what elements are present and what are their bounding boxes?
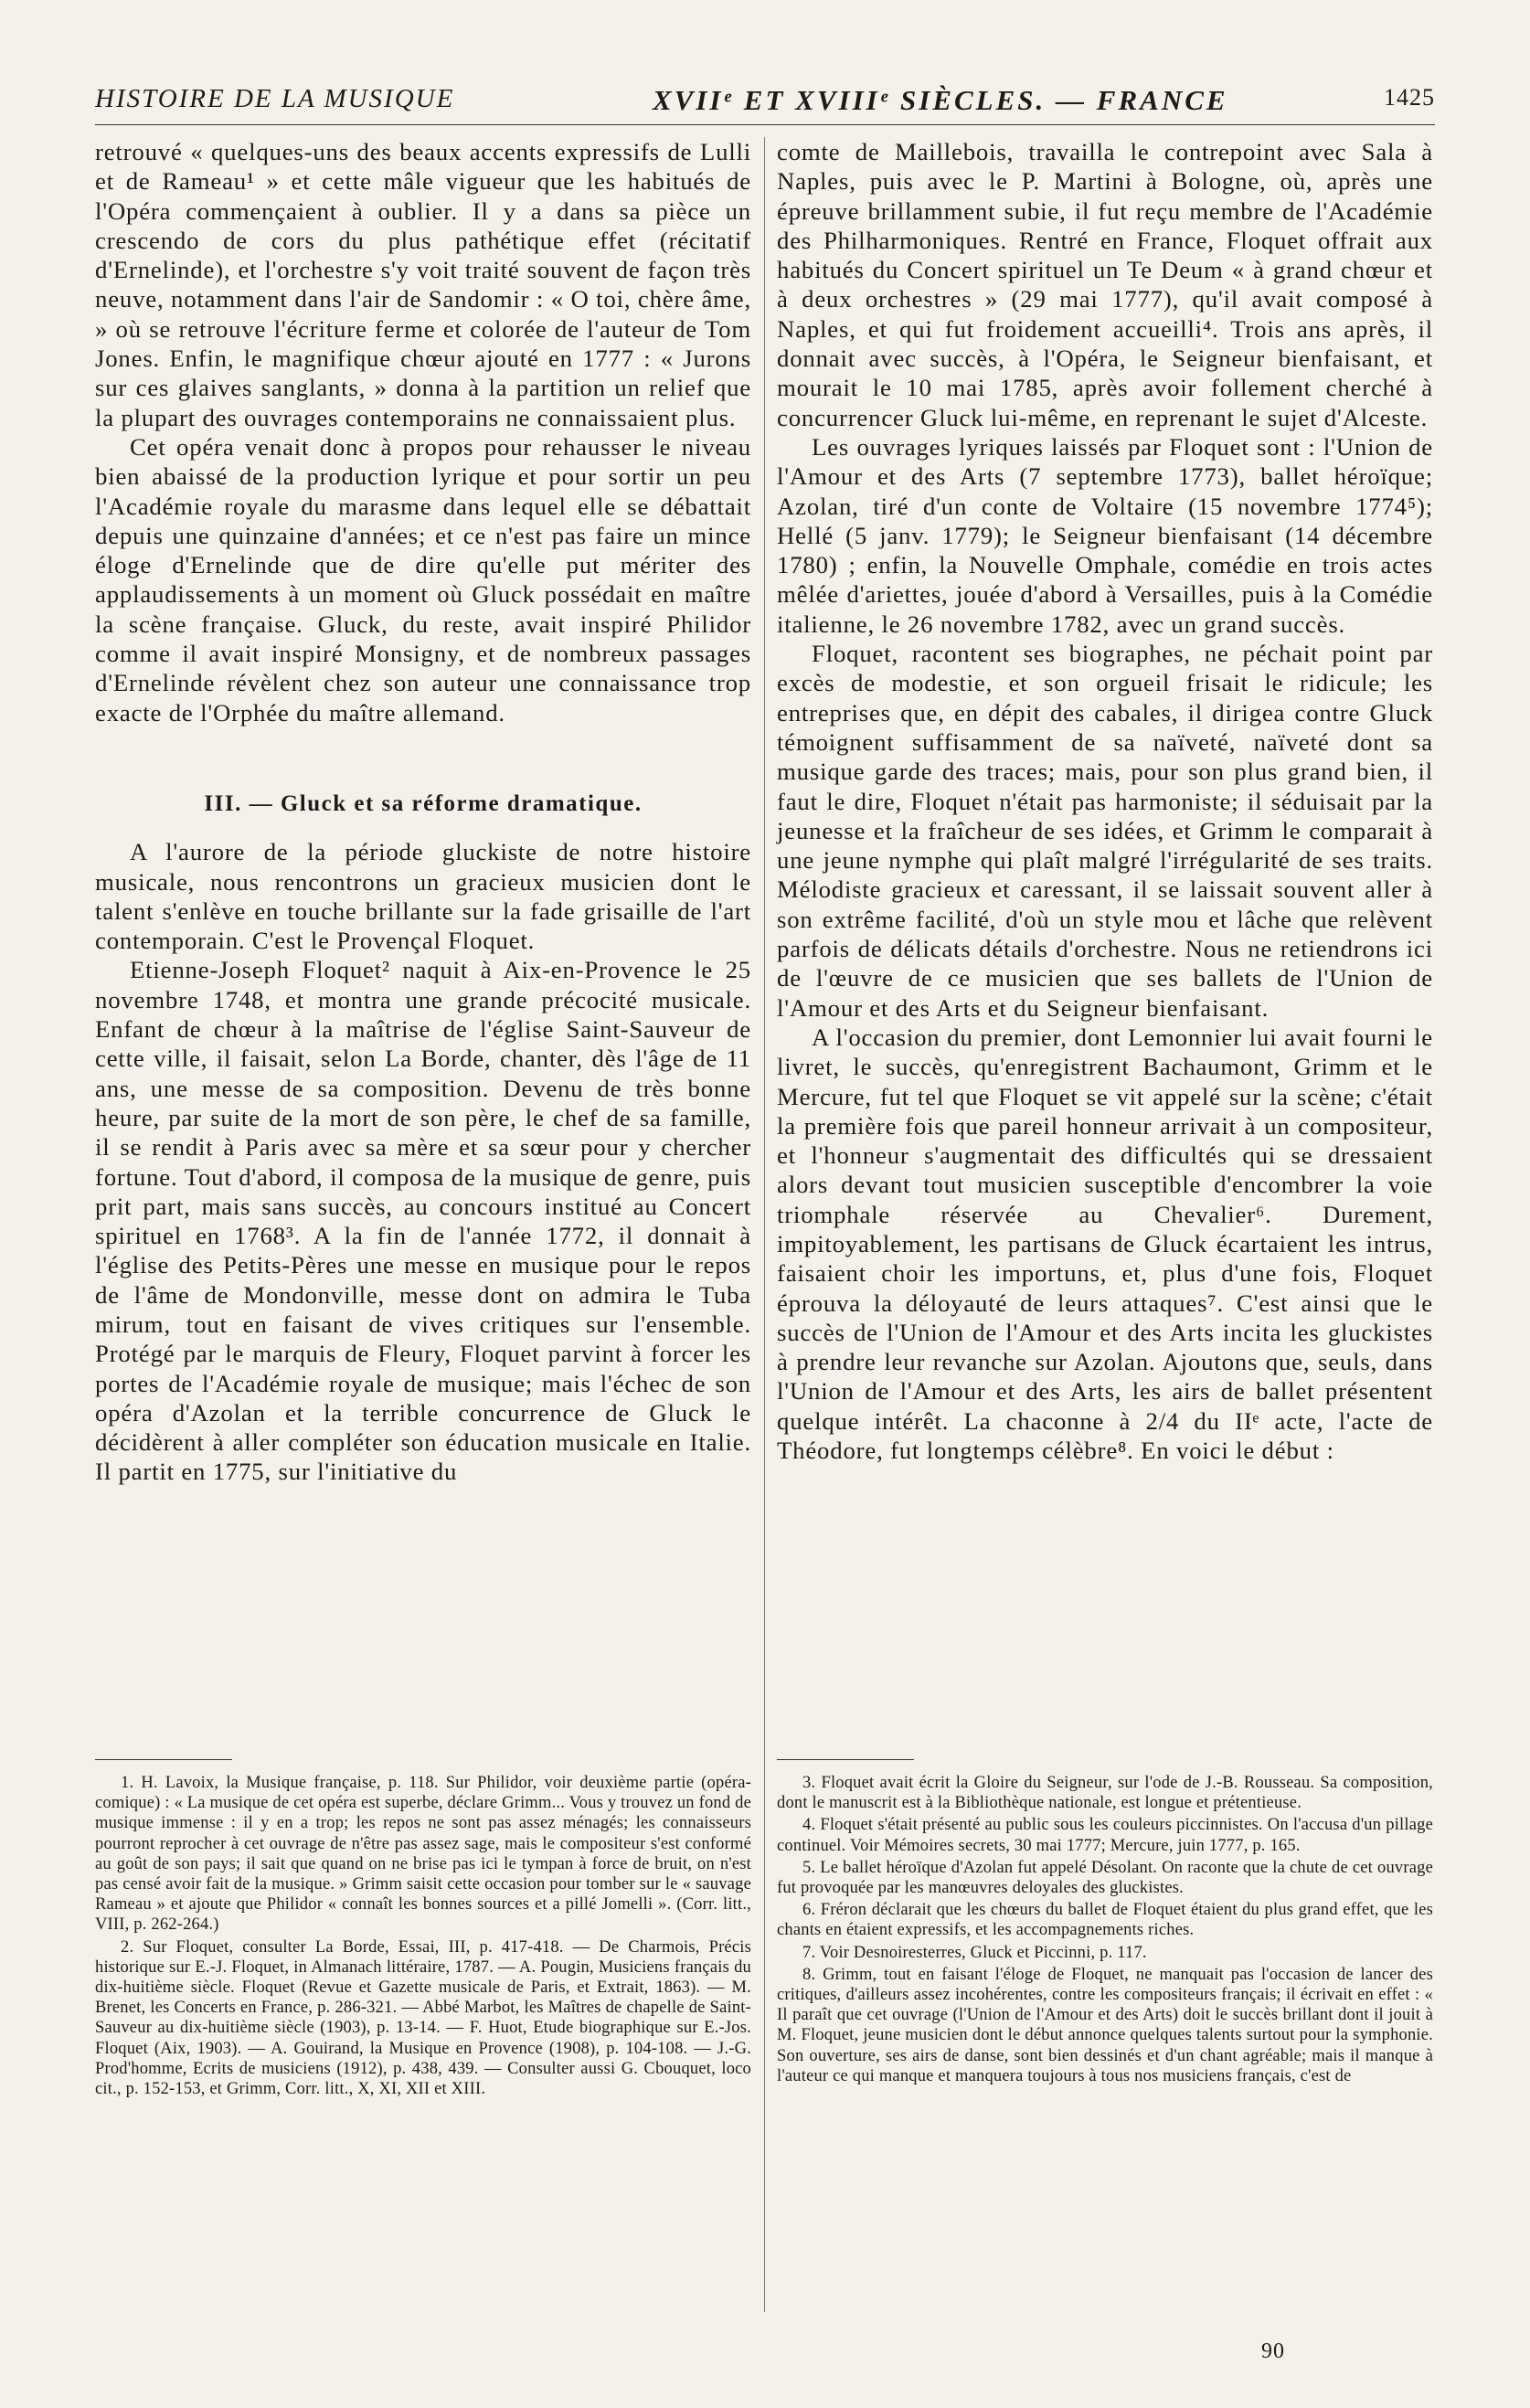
column-divider [764,137,765,2312]
footnote: 7. Voir Desnoiresterres, Gluck et Piccinni, p. 117. [802,1943,1147,1962]
footnote: 2. Sur Floquet, consulter La Borde, Essai, III, p. 417-418. — De Charmois, Précis historique sur E.-J. Floquet, in Almanach littéraire, 1787. — A. Pougin, Musiciens français du dix-huitième siècle. Floquet (Revue et Gazette musicale de Paris, et Extrait, 1863). — M. Brenet, les Concerts en France, p. 286-321. — Abbé Marbot, les Maîtres de chapelle de Saint-Sauveur au dix-huitième siècle (1903), p. 13-14. — F. Huot, Etude biographique sur E.-Jos. Floquet (Aix, 1903). — A. Gouirand, la Musique en Provence (1908), p. 104-108. — J.-G. Prod'homme, Ecrits de musiciens (1912), p. 438, 439. — Consulter aussi G. Cbouquet, loco cit., p. 152-153, et Grimm, Corr. litt., X, XI, XII et XIII. [95,1937,751,2099]
paragraph: Etienne-Joseph Floquet² naquit à Aix-en-Provence le 25 novembre 1748, et montra une grande précocité musicale. Enfant de chœur à la maîtrise de l'église Saint-Sauveur de cette ville, il faisait, selon La Borde, chanter, dès l'âge de 11 ans, une messe de sa composition. Devenu de très bonne heure, par suite de la mort de son père, le chef de sa famille, il se rendit à Paris avec sa mère et sa sœur pour y chercher fortune. Tout d'abord, il composa de la musique de genre, puis prit part, mais sans succès, au concours institué au Concert spirituel en 1768³. A la fin de l'année 1772, il donnait à l'église des Petits-Pères une messe en musique pour le repos de l'âme de Mondonville, messe dont on admira le Tuba mirum, tout en faisant de vives critiques sur l'ensemble. Protégé par le marquis de Fleury, Floquet parvint à forcer les portes de l'Académie royale de musique; mais l'échec de son opéra d'Azolan et la terrible concurrence de Gluck le décidèrent à aller compléter son éducation musicale en Italie. Il partit en 1775, sur l'initiative du [95,956,751,1486]
header-title: HISTOIRE DE LA MUSIQUE [95,84,455,113]
footnote: 1. H. Lavoix, la Musique française, p. 118. Sur Philidor, voir deuxième partie (opéra-comique) : « La musique de cet opéra est superbe, déclare Grimm... Vous y trouvez un fond de musique immense : il y en a trop; les repos ne sont pas assez ménagés; les connaisseurs pourront reprocher à cet ouvrage de n'être pas assez sage, mais le compositeur s'est conformé au goût de son pays; il sait que quand on ne brise pas ici le tympan à force de bruit, on n'est pas censé avoir fait de la musique. » Grimm saisit cette occasion pour tomber sur le « sauvage Rameau » et ajoute que Philidor « connaît les bonnes sources et a pillé Jomelli ». (Corr. litt., VIII, p. 262-264.) [95,1774,751,1935]
footnote: 4. Floquet s'était présenté au public sous les couleurs piccinnistes. On l'accusa d'un pillage continuel. Voir Mémoires secrets, 30 mai 1777; Mercure, juin 1777, p. 165. [777,1816,1433,1855]
footnote-rule [777,1759,914,1760]
footnotes-left [95,1773,751,2101]
header-section: XVIIᵉ ET XVIIIᵉ SIÈCLES. — FRANCE [653,84,1228,116]
right-column [777,137,1433,1465]
paragraph: A l'occasion du premier, dont Lemonnier lui avait fourni le livret, le succès, qu'enregistrent Bachaumont, Grimm et le Mercure, fut tel que Floquet se vit appelé sur la scène; c'était la première fois que pareil honneur arrivait à un compositeur, et l'honneur s'augmentait des difficultés qui se dressaient alors devant tout musicien susceptible d'encombrer la voie triomphale réservée au Chevalier⁶. Durement, impitoyablement, les partisans de Gluck écartaient les intrus, faisaient choir les importuns, et, plus d'une fois, Floquet éprouva la déloyauté de leurs attaques⁷. C'est ainsi que le succès de l'Union de l'Amour et des Arts incita les gluckistes à prendre leur revanche sur Azolan. Ajoutons que, seuls, dans l'Union de l'Amour et des Arts, les airs de ballet présentent quelque intérêt. La chaconne à 2/4 du IIᵉ acte, l'acte de Théodore, fut longtemps célèbre⁸. En voici le début : [777,1023,1433,1465]
paragraph: Floquet, racontent ses biographes, ne péchait point par excès de modestie, et son orgueil frisait le ridicule; les entreprises que, en dépit des cabales, il dirigea contre Gluck témoignent suffisamment de sa naïveté, naïveté dont sa musique garde des traces; mais, pour son plus grand bien, il faut le dire, Floquet n'était pas harmoniste; il séduisait par la jeunesse et la fraîcheur de ses idées, et Grimm le comparait à une jeune nymphe qui plaît malgré l'irrégularité de ses traits. Mélodiste gracieux et caressant, il se laissait souvent aller à son extrême facilité, d'où un style mou et lâche que relèvent parfois de délicats détails d'orchestre. Nous ne retiendrons ici de l'œuvre de ce musicien que ses ballets de l'Union de l'Amour et des Arts et du Seigneur bienfaisant. [777,640,1433,1022]
paragraph: A l'aurore de la période gluckiste de notre histoire musicale, nous rencontrons un gracieux musicien dont le talent s'enlève en touche brillante sur la fade grisaille de l'art contemporain. C'est le Provençal Floquet. [95,838,751,955]
paragraph: Les ouvrages lyriques laissés par Floquet sont : l'Union de l'Amour et des Arts (7 septembre 1773), ballet héroïque; Azolan, tiré d'un conte de Voltaire (15 novembre 1774⁵); Hellé (5 janv. 1779); le Seigneur bienfaisant (14 décembre 1780) ; enfin, la Nouvelle Omphale, comédie en trois actes mêlée d'ariettes, jouée d'abord à Versailles, puis à la Comédie italienne, le 26 novembre 1782, avec un grand succès. [777,432,1433,638]
footnote: 6. Fréron déclarait que les chœurs du ballet de Floquet étaient du plus grand effet, que les chants en étaient expressifs, et les accompagnements riches. [777,1901,1433,1940]
paragraph: retrouvé « quelques-uns des beaux accents expressifs de Lulli et de Rameau¹ » et cette mâle vigueur que les habitués de l'Opéra commençaient à oublier. Il y a dans sa pièce un crescendo de cors du plus pathétique effet (récitatif d'Ernelinde), et l'orchestre s'y voit traité souvent de façon très neuve, notamment dans l'air de Sandomir : « O toi, chère âme, » où se retrouve l'écriture ferme et colorée de l'auteur de Tom Jones. Enfin, le magnifique chœur ajouté en 1777 : « Jurons sur ces glaives sanglants, » donna à la partition un relief que la plupart des ouvrages contemporains ne connaissaient plus. [95,138,751,431]
paragraph: Cet opéra venait donc à propos pour rehausser le niveau bien abaissé de la production lyrique et pour sortir un peu l'Académie royale du marasme dans lequel elle se débattait depuis une quinzaine d'années; et ce n'est pas faire un mince éloge d'Ernelinde que de dire qu'elle put mériter des applaudissements à un moment où Gluck possédait en maître la scène française. Gluck, du reste, avait inspiré Philidor comme il avait inspiré Monsigny, et de nombreux passages d'Ernelinde révèlent chez son auteur une connaissance trop exacte de l'Orphée du maître allemand. [95,432,751,727]
left-column [95,137,751,1487]
footnote: 8. Grimm, tout en faisant l'éloge de Floquet, ne manquait pas l'occasion de lancer des critiques, d'ailleurs assez incohérentes, contre les compositeurs français; il écrivait en effet : « Il paraît que cet ouvrage (l'Union de l'Amour et des Arts) doit le succès brillant dont il jouit à M. Floquet, jeune musicien dont le début annonce quelques talents surtout pour la symphonie. Son ouverture, ses airs de danse, sont bien dessinés et d'un chant agréable; mais il manque à l'auteur ce qui manque et manquera toujours à tous nos musiciens français, c'est de [777,1965,1433,2085]
signature-mark: 90 [1261,2339,1285,2363]
page-number: 1425 [1384,84,1435,111]
running-head [95,84,1435,125]
footnotes-right [777,1773,1433,2088]
footnote: 3. Floquet avait écrit la Gloire du Seigneur, sur l'ode de J.-B. Rousseau. Sa composition, dont le manuscrit est à la Bibliothèque nationale, est longue et prétentieuse. [777,1774,1433,1813]
paragraph: comte de Maillebois, travailla le contrepoint avec Sala à Naples, puis avec le P. Martini à Bologne, où, après une épreuve brillamment subie, il fut reçu membre de l'Académie des Philharmoniques. Rentré en France, Floquet offrait aux habitués du Concert spirituel un Te Deum « à grand chœur et à deux orchestres » (29 mai 1777), qu'il avait composé à Naples, et qui fut froidement accueilli⁴. Trois ans après, il donnait avec succès, à l'Opéra, le Seigneur bienfaisant, et mourait le 10 mai 1785, après avoir follement cherché à concurrencer Gluck lui-même, en reprenant le sujet d'Alceste. [777,138,1433,431]
footnote: 5. Le ballet héroïque d'Azolan fut appelé Désolant. On raconte que la chute de cet ouvrage fut provoquée par les manœuvres deloyales des gluckistes. [777,1858,1433,1898]
footnote-rule [95,1759,232,1760]
section-heading: III. — Gluck et sa réforme dramatique. [204,790,643,816]
